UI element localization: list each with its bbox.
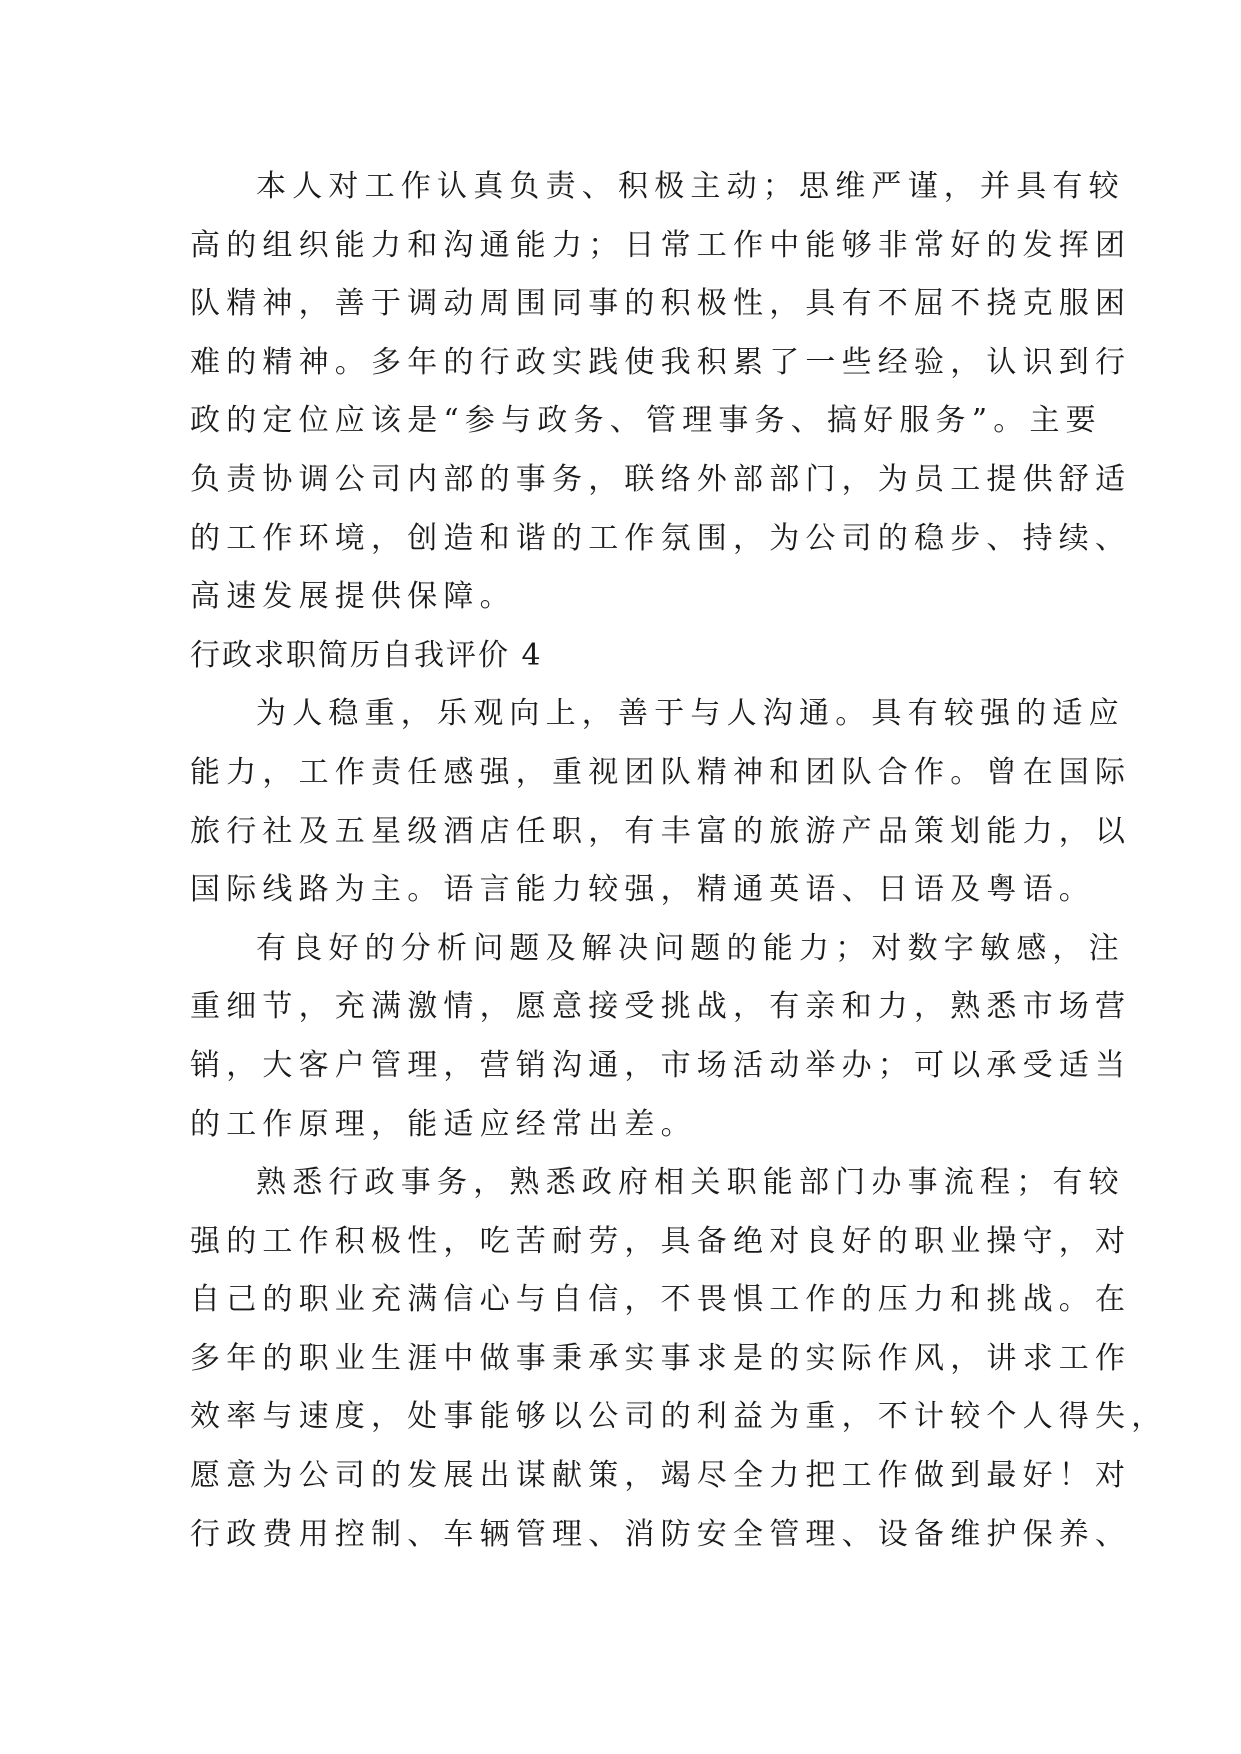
paragraph-line: 熟悉行政事务，熟悉政府相关职能部门办事流程；有较 (256, 1165, 1125, 1201)
paragraph-line: 行政费用控制、车辆管理、消防安全管理、设备维护保养、 (190, 1516, 1132, 1552)
paragraph-line: 政的定位应该是“参与政务、管理事务、搞好服务”。主要 (190, 403, 1102, 439)
paragraph-line: 效率与速度，处事能够以公司的利益为重，不计较个人得失， (190, 1399, 1168, 1435)
paragraph-line: 的工作原理，能适应经常出差。 (190, 1106, 697, 1142)
section-heading-text: 行政求职简历自我评价 4 (190, 637, 543, 673)
paragraph-self-evaluation-3 (190, 158, 1132, 627)
paragraph-line: 负责协调公司内部的事务，联络外部部门，为员工提供舒适 (190, 461, 1132, 497)
paragraph-line: 自己的职业充满信心与自信，不畏惧工作的压力和挑战。在 (190, 1282, 1132, 1318)
paragraph-line: 为人稳重，乐观向上，善于与人沟通。具有较强的适应 (256, 696, 1125, 732)
paragraph-line: 强的工作积极性，吃苦耐劳，具备绝对良好的职业操守，对 (190, 1223, 1132, 1259)
paragraph-line: 高速发展提供保障。 (190, 579, 516, 615)
section-heading-4 (190, 627, 1060, 686)
paragraph-line: 愿意为公司的发展出谋献策，竭尽全力把工作做到最好！对 (190, 1458, 1132, 1494)
paragraph-line: 难的精神。多年的行政实践使我积累了一些经验，认识到行 (190, 344, 1132, 380)
paragraph-line: 高的组织能力和沟通能力；日常工作中能够非常好的发挥团 (190, 227, 1132, 263)
paragraph-line: 本人对工作认真负责、积极主动；思维严谨，并具有较 (256, 169, 1125, 204)
paragraph-line: 队精神，善于调动周围同事的积极性，具有不屈不挠克服困 (190, 286, 1132, 322)
paragraph-line: 有良好的分析问题及解决问题的能力；对数字敏感，注 (256, 930, 1125, 966)
paragraph-line: 能力，工作责任感强，重视团队精神和团队合作。曾在国际 (190, 754, 1132, 790)
paragraph-line: 旅行社及五星级酒店任职，有丰富的旅游产品策划能力，以 (190, 813, 1132, 849)
paragraph-line: 的工作环境，创造和谐的工作氛围，为公司的稳步、持续、 (190, 520, 1132, 556)
paragraph-personality (190, 685, 1132, 919)
paragraph-admin-affairs (190, 1154, 1168, 1564)
paragraph-line: 销，大客户管理，营销沟通，市场活动举办；可以承受适当 (190, 1047, 1132, 1083)
paragraph-line: 多年的职业生涯中做事秉承实事求是的实际作风，讲求工作 (190, 1340, 1132, 1376)
paragraph-line: 重细节，充满激情，愿意接受挑战，有亲和力，熟悉市场营 (190, 989, 1132, 1025)
paragraph-line: 国际线路为主。语言能力较强，精通英语、日语及粤语。 (190, 872, 1095, 908)
document-body (190, 158, 1168, 1564)
paragraph-analysis-skills (190, 920, 1132, 1154)
